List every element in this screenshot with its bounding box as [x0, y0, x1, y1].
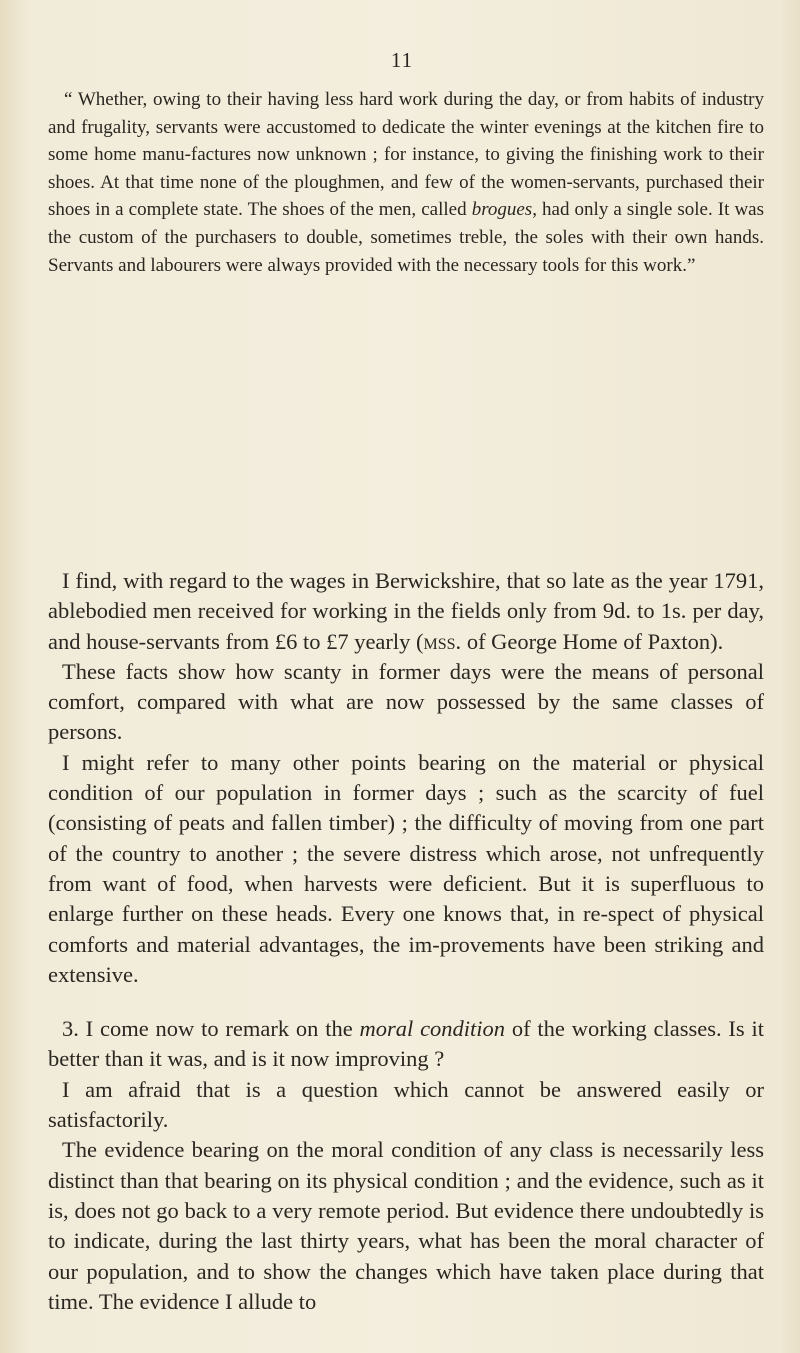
page-number: 11	[390, 48, 414, 72]
quote-paragraph	[48, 86, 764, 279]
moral-text-a: 3. I come now to remark on the	[62, 1016, 360, 1042]
wages-mss-abbrev: mss.	[423, 628, 462, 654]
quoted-passage	[48, 86, 764, 279]
moral-text-b: of the working classes. Is it better than it was, and is it now improving ?	[48, 1016, 764, 1072]
moral-italic-term: moral condition	[359, 1016, 506, 1042]
paragraph-evidence: The evidence bearing on the moral condition of any class is necessarily less distinct than that bearing on its physical condition ; and the evidence, such as it is, does not go back to a very remote period. But evidence there undoubtedly is to indicate, during the last thirty years, what has been the moral character of our population, and to show the changes which have taken place during that time. The evidence I allude to	[48, 1137, 764, 1314]
main-text	[48, 566, 764, 1317]
quote-text-part-1: “ Whether, owing to their having less hard work during the day, or from habits of industry and frugality, servants were accustomed to dedicate the winter evenings at the kitchen fire to some home manu-factures now unknown ; for instance, to giving the finishing work to their shoes. At that time none of the ploughmen, and few of the women-servants, purchased their shoes in a complete state. The shoes of the men, called	[48, 89, 764, 221]
quote-italic-term: brogues	[471, 199, 533, 221]
wages-text-b: of George Home of Paxton).	[461, 628, 724, 654]
paragraph-physical-condition: I might refer to many other points bearing on the material or physical condition of our population in former days ; such as the scarcity of fuel (consisting of peats and fallen timber) ; the difficulty of moving from one part of the country to another ; the severe distress which arose, not unfrequently from want of food, when harvests were deficient. But it is superfluous to enlarge further on these heads. Every one knows that, in re-spect of physical comforts and material advantages, the im-provements have been striking and extensive.	[48, 749, 764, 987]
quote-text-part-2: , had only a single sole. It was the custom of the purchasers to double, sometimes treble, the soles with their own hands. Servants and labourers were always provided with the necessary tools for this work.”	[48, 199, 764, 276]
paragraph-wages	[48, 566, 764, 657]
paragraph-moral-condition	[48, 1014, 764, 1075]
paragraph-scanty-means: These facts show how scanty in former days were the means of personal comfort, compared with what are now possessed by the same classes of persons.	[48, 658, 764, 745]
wages-text-a: I find, with regard to the wages in Berwickshire, that so late as the year 1791, ablebodied men received for working in the fields only from 9d. to 1s. per day, and house-servants from £6 to £7 yearly (	[48, 568, 764, 654]
paragraph-afraid: I am afraid that is a question which cannot be answered easily or satisfactorily.	[48, 1076, 764, 1133]
